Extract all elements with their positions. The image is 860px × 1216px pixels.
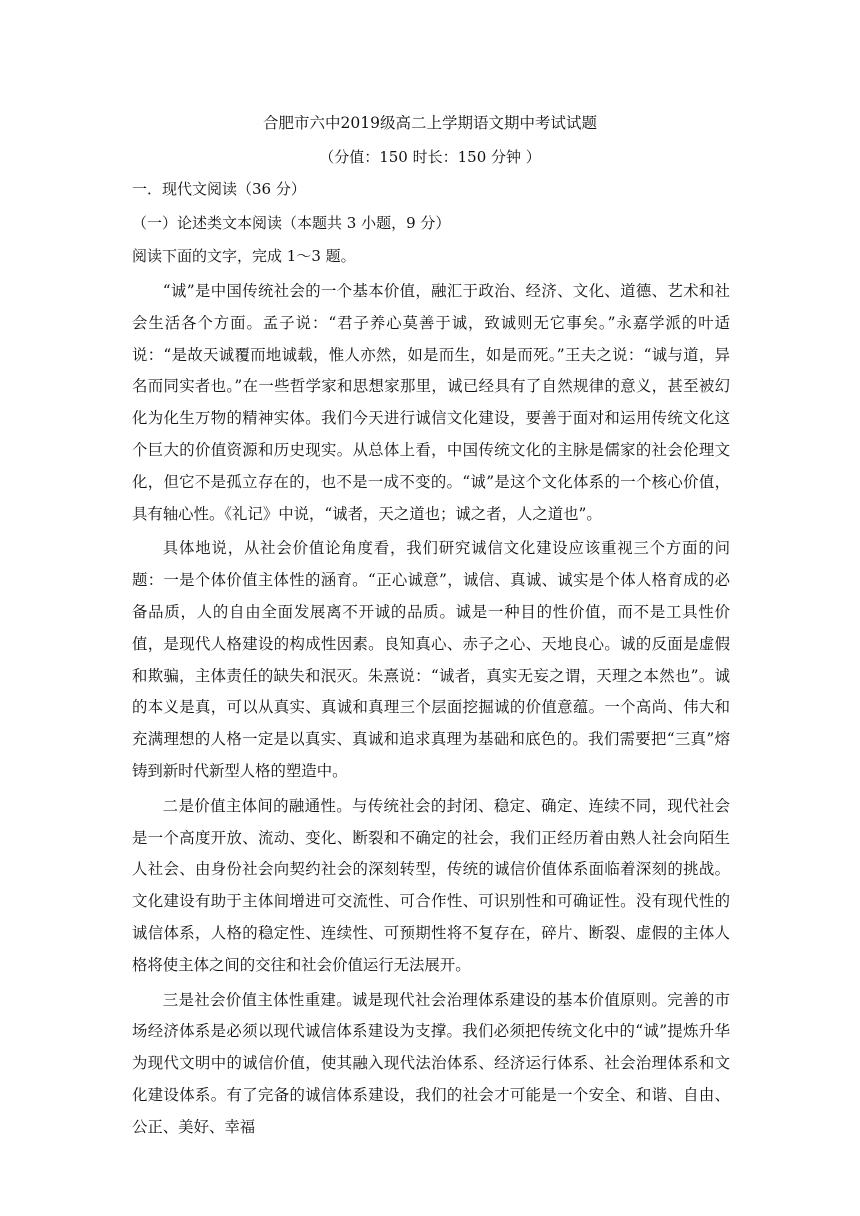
reading-passage xyxy=(132,276,730,1147)
section-heading: 一．现代文阅读（36 分） xyxy=(132,180,306,198)
paragraph-1: “诚”是中国传统社会的一个基本价值，融汇于政治、经济、文化、道德、艺术和社会生活各个方面。孟子说：“君子养心莫善于诚，致诚则无它事矣。”永嘉学派的叶适说：“是故天诚覆而地诚载，惟人亦然，如是而生，如是而死。”王夫之说：“诚与道，异名而同实者也。”在一些哲学家和思想家那里，诚已经具有了自然规律的意义，甚至被幻化为化生万物的精神实体。我们今天进行诚信文化建设，要善于面对和运用传统文化这个巨大的价值资源和历史现实。从总体上看，中国传统文化的主脉是儒家的社会伦理文化，但它不是孤立存在的，也不是一成不变的。“诚”是这个文化体系的一个核心价值，具有轴心性。《礼记》中说，“诚者，天之道也；诚之者，人之道也”。 xyxy=(132,282,730,523)
paragraph-3: 二是价值主体间的融通性。与传统社会的封闭、稳定、确定、连续不同，现代社会是一个高度开放、流动、变化、断裂和不确定的社会，我们正经历着由熟人社会向陌生人社会、由身份社会向契约社会的深刻转型，传统的诚信价值体系面临着深刻的挑战。文化建设有助于主体间增进可交流性、可合作性、可识别性和可确证性。没有现代性的诚信体系，人格的稳定性、连续性、可预期性将不复存在，碎片、断裂、虚假的主体人格将使主体之间的交往和社会价值运行无法展开。 xyxy=(132,796,730,974)
paragraph-2: 具体地说，从社会价值论角度看，我们研究诚信文化建设应该重视三个方面的问题：一是个体价值主体性的涵育。“正心诚意”，诚信、真诚、诚实是个体人格育成的必备品质，人的自由全面发展离不开诚的品质。诚是一种目的性价值，而不是工具性价值，是现代人格建设的构成性因素。良知真心、赤子之心、天地良心。诚的反面是虚假和欺骗，主体责任的缺失和泯灭。朱熹说：“诚者，真实无妄之谓，天理之本然也”。诚的本义是真，可以从真实、真诚和真理三个层面挖掘诚的价值意蕴。一个高尚、伟大和充满理想的人格一定是以真实、真诚和追求真理为基础和底色的。我们需要把“三真”熔铸到新时代新型人格的塑造中。 xyxy=(132,539,730,780)
paragraph-4: 三是社会价值主体性重建。诚是现代社会治理体系建设的基本价值原则。完善的市场经济体系是必须以现代诚信体系建设为支撑。我们必须把传统文化中的“诚”提炼升华为现代文明中的诚信价值，使其融入现代法治体系、经济运行体系、社会治理体系和文化建设体系。有了完备的诚信体系建设，我们的社会才可能是一个安全、和谐、自由、公正、美好、幸福 xyxy=(132,990,730,1136)
instruction-text: 阅读下面的文字，完成 1～3 题。 xyxy=(132,247,356,265)
page-subtitle: （分值：150 时长：150 分钟 ） xyxy=(319,148,541,166)
sub-heading: （一）论述类文本阅读（本题共 3 小题，9 分） xyxy=(132,214,451,232)
page-title: 合肥市六中2019级高二上学期语文期中考试试题 xyxy=(263,114,597,132)
